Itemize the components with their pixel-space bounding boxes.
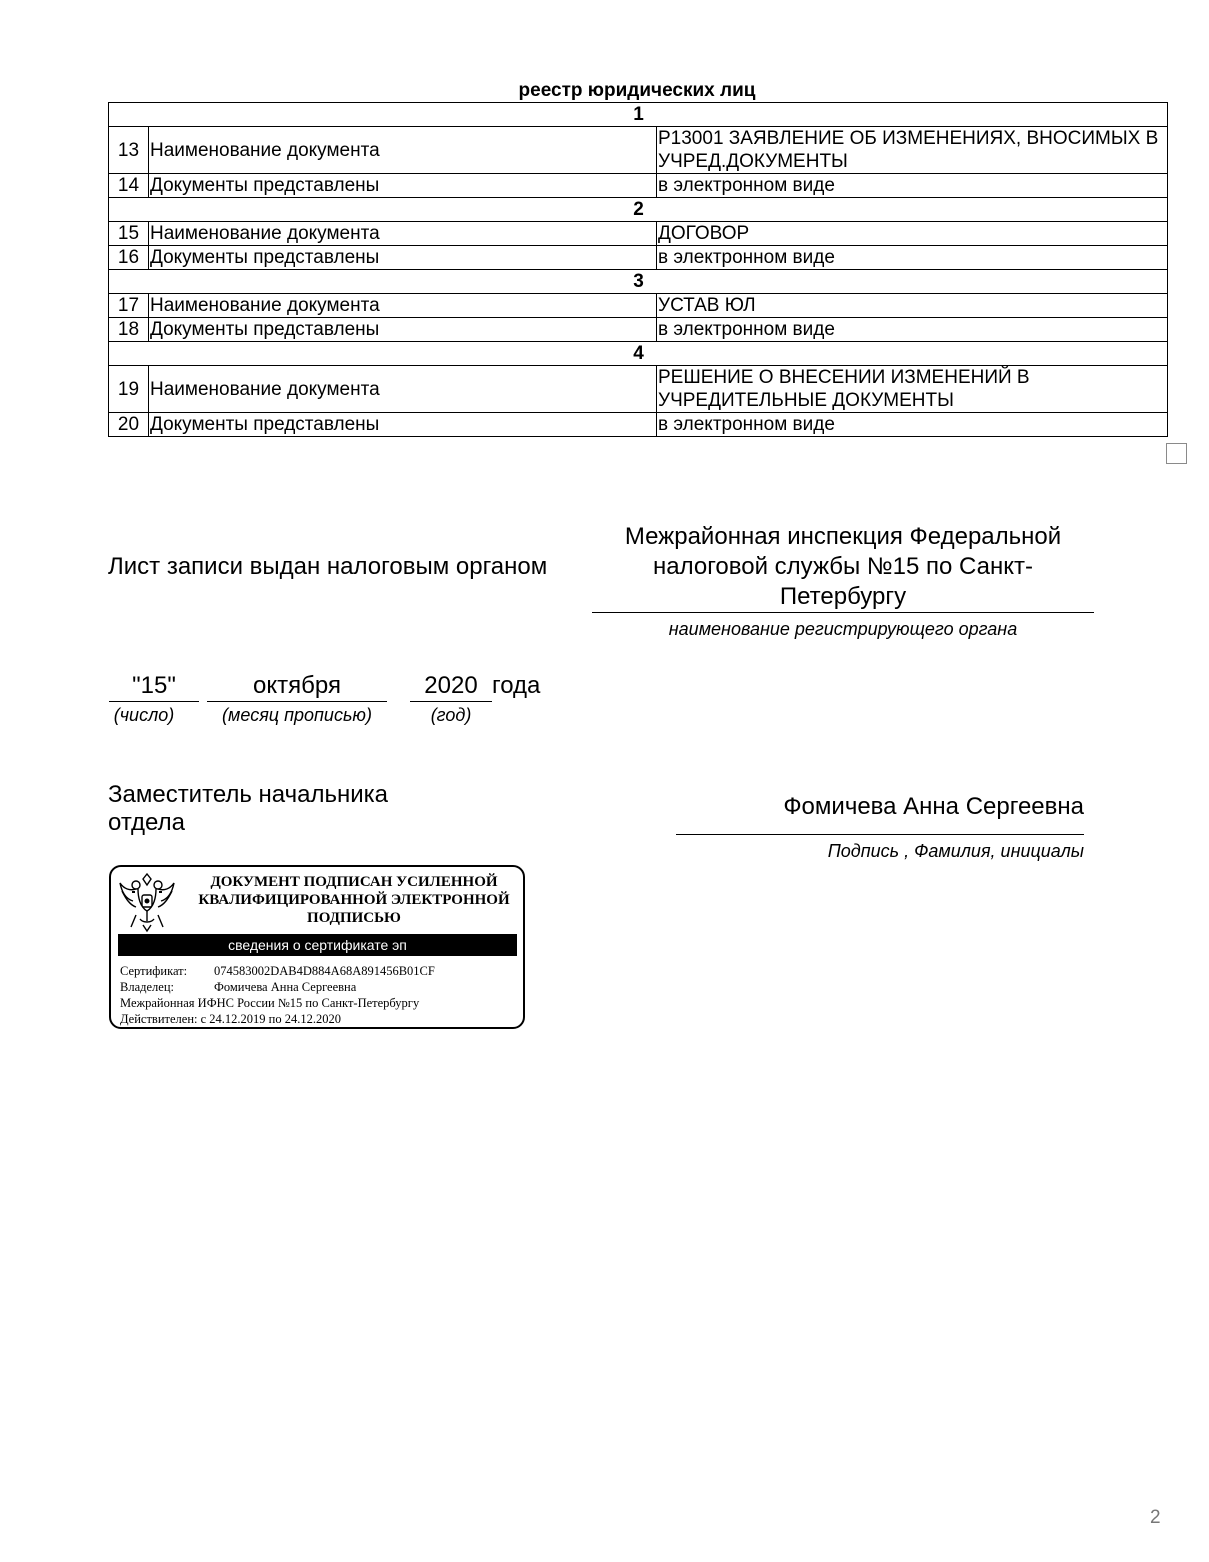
row-label: Наименование документа (149, 127, 657, 174)
date-day-underline (109, 701, 199, 702)
table-row (109, 318, 1168, 342)
row-number: 19 (109, 366, 149, 413)
register-title: реестр юридических лиц (518, 80, 756, 101)
row-number: 20 (109, 413, 149, 437)
row-value: в электронном виде (657, 318, 1168, 342)
certificate-value: 074583002DAB4D884A68A891456B01CF (214, 964, 435, 978)
row-value: в электронном виде (657, 413, 1168, 437)
owner-value: Фомичева Анна Сергеевна (214, 980, 357, 994)
row-label: Документы представлены (149, 174, 657, 198)
validity-label: Действителен: (120, 1012, 198, 1026)
section-number: 3 (109, 270, 1168, 294)
section-header (109, 103, 1168, 127)
register-table (108, 102, 1168, 437)
signatory-position: Заместитель начальника отдела (108, 781, 389, 836)
row-label: Документы представлены (149, 413, 657, 437)
authority-caption: наименование регистрирующего органа (668, 619, 1018, 639)
double-headed-eagle-emblem-icon (116, 871, 178, 933)
certificate-info-bar: сведения о сертификате эп (118, 934, 517, 956)
date-year-suffix: года (492, 672, 541, 699)
row-value: Р13001 ЗАЯВЛЕНИЕ ОБ ИЗМЕНЕНИЯХ, ВНОСИМЫХ В УЧРЕД.ДОКУМЕНТЫ (657, 127, 1168, 174)
registering-authority-name: Межрайонная инспекция Федеральной налоговой службы №15 по Санкт-Петербургу (624, 523, 1062, 610)
row-number: 14 (109, 174, 149, 198)
row-number: 17 (109, 294, 149, 318)
certificate-details (120, 963, 435, 1027)
row-value: ДОГОВОР (657, 222, 1168, 246)
row-value: РЕШЕНИЕ О ВНЕСЕНИИ ИЗМЕНЕНИЙ В УЧРЕДИТЕЛЬНЫЕ ДОКУМЕНТЫ (657, 366, 1168, 413)
table-row (109, 366, 1168, 413)
date-day: "15" (132, 672, 176, 699)
table-row (109, 127, 1168, 174)
date-month-underline (207, 701, 387, 702)
page-corner-checkbox[interactable] (1166, 443, 1187, 464)
section-number: 4 (109, 342, 1168, 366)
table-row (109, 413, 1168, 437)
date-month: октября (253, 672, 341, 699)
row-label: Документы представлены (149, 318, 657, 342)
row-label: Наименование документа (149, 366, 657, 413)
date-year: 2020 (424, 672, 478, 699)
row-number: 18 (109, 318, 149, 342)
section-number: 2 (109, 198, 1168, 222)
date-year-underline (410, 701, 492, 702)
row-label: Наименование документа (149, 222, 657, 246)
page-number: 2 (1150, 1507, 1161, 1528)
validity-value: с 24.12.2019 по 24.12.2020 (200, 1012, 341, 1026)
table-row (109, 246, 1168, 270)
stamp-heading: ДОКУМЕНТ ПОДПИСАН УСИЛЕННОЙ КВАЛИФИЦИРОВАННОЙ ЭЛЕКТРОННОЙ ПОДПИСЬЮ (198, 874, 510, 926)
row-value: в электронном виде (657, 246, 1168, 270)
row-number: 16 (109, 246, 149, 270)
validity-row (120, 1011, 435, 1027)
row-number: 13 (109, 127, 149, 174)
section-number: 1 (109, 103, 1168, 127)
electronic-signature-stamp (109, 865, 525, 1029)
table-row (109, 222, 1168, 246)
date-day-caption: (число) (113, 705, 175, 725)
row-value: УСТАВ ЮЛ (657, 294, 1168, 318)
row-value: в электронном виде (657, 174, 1168, 198)
issuer-row: Межрайонная ИФНС России №15 по Санкт-Петербургу (120, 996, 420, 1010)
owner-row (120, 979, 435, 995)
owner-label: Владелец: (120, 980, 174, 994)
table-row (109, 174, 1168, 198)
certificate-label: Сертификат: (120, 964, 188, 978)
authority-underline (592, 612, 1094, 613)
section-header (109, 342, 1168, 366)
table-row (109, 294, 1168, 318)
signatory-name: Фомичева Анна Сергеевна (783, 793, 1084, 820)
certificate-row (120, 963, 435, 979)
signature-caption: Подпись , Фамилия, инициалы (827, 841, 1084, 861)
signature-underline (676, 834, 1084, 835)
row-label: Наименование документа (149, 294, 657, 318)
issued-by-label: Лист записи выдан налоговым органом (108, 553, 548, 580)
section-header (109, 198, 1168, 222)
row-number: 15 (109, 222, 149, 246)
section-header (109, 270, 1168, 294)
row-label: Документы представлены (149, 246, 657, 270)
date-month-caption: (месяц прописью) (222, 705, 372, 725)
date-year-caption: (год) (430, 705, 472, 725)
